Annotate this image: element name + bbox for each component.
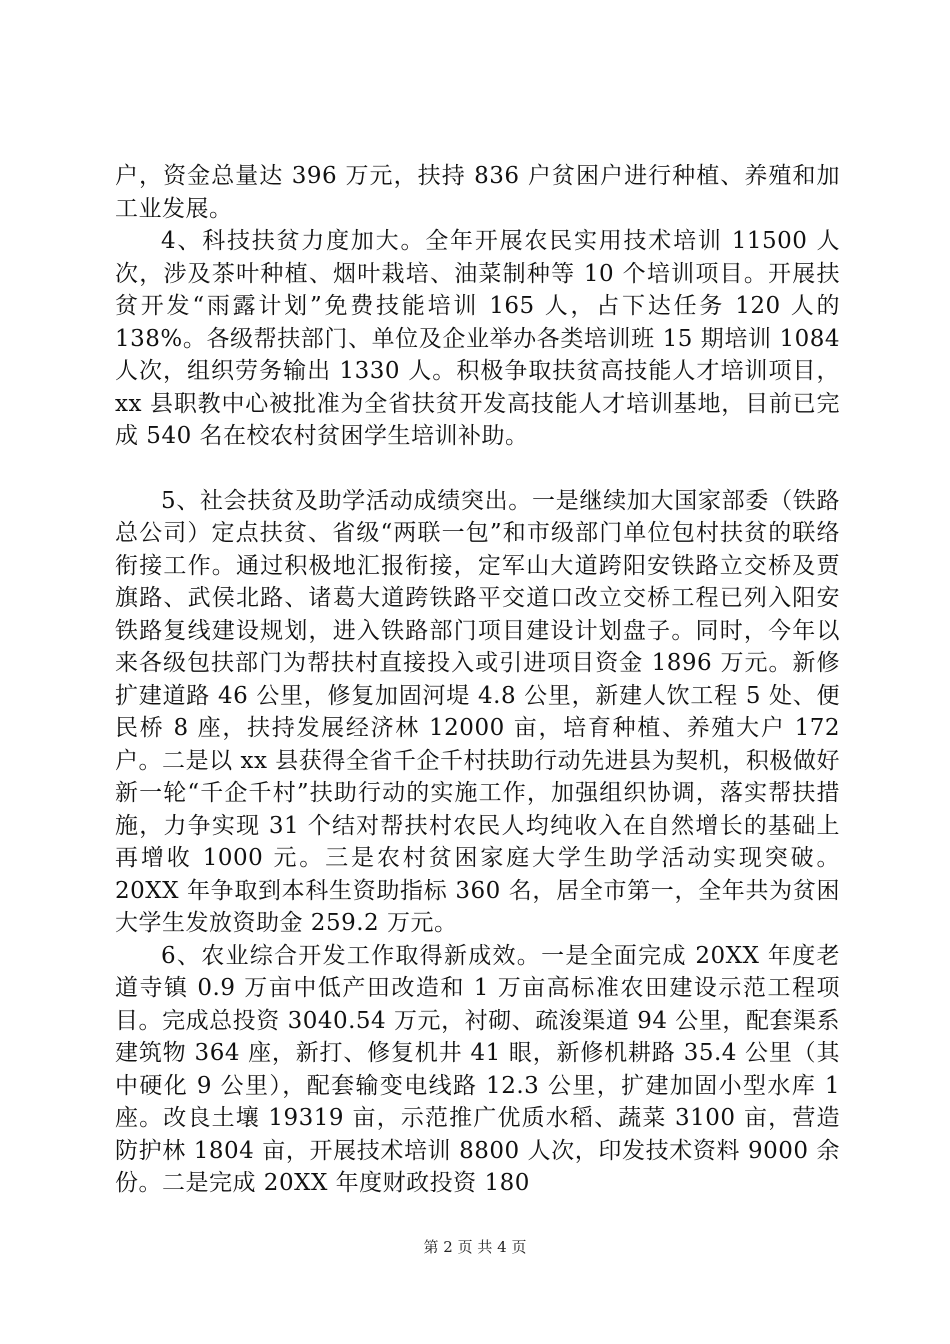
page-number-footer: 第 2 页 共 4 页 bbox=[423, 1238, 527, 1256]
paragraph-social-poverty-alleviation: 5、社会扶贫及助学活动成绩突出。一是继续加大国家部委（铁路总公司）定点扶贫、省级“两联一包”和市级部门单位包村扶贫的联络衔接工作。通过积极地汇报衔接，定军山大道跨阳安铁路立交桥及贾旗路、武侯北路、诸葛大道跨铁路平交道口改立交桥工程已列入阳安铁路复线建设规划，进入铁路部门项目建设计划盘子。同时，今年以来各级包扶部门为帮扶村直接投入或引进项目资金 1896 万元。新修扩建道路 46 公里，修复加固河堤 4.8 公里，新建人饮工程 5 处、便民桥 8 座，扶持发展经济林 12000 亩，培育种植、养殖大户 172 户。二是以 xx 县获得全省千企千村扶助行动先进县为契机，积极做好新一轮“千企千村”扶助行动的实施工作，加强组织协调，落实帮扶措施，力争实现 31 个结对帮扶村农民人均纯收入在自然增长的基础上再增收 1000 元。三是农村贫困家庭大学生助学活动实现突破。20XX 年争取到本科生资助指标 360 名，居全市第一，全年共为贫困大学生发放资助金 259.2 万元。 bbox=[115, 487, 841, 936]
paragraph-tech-poverty-alleviation: 4、科技扶贫力度加大。全年开展农民实用技术培训 11500 人次，涉及茶叶种植、烟叶栽培、油菜制种等 10 个培训项目。开展扶贫开发“雨露计划”免费技能培训 165 人，占下达任务 120 人的 138%。各级帮扶部门、单位及企业举办各类培训班 15 期培训 1084 人次，组织劳务输出 1330 人。积极争取扶贫高技能人才培训项目，xx 县职教中心被批准为全省扶贫开发高技能人才培训基地，目前已完成 540 名在校农村贫困学生培训补助。 bbox=[115, 228, 840, 449]
paragraph-continuation: 户，资金总量达 396 万元，扶持 836 户贫困户进行种植、养殖和加工业发展。 bbox=[115, 163, 840, 222]
document-body bbox=[115, 160, 840, 1200]
paragraph-agricultural-development: 6、农业综合开发工作取得新成效。一是全面完成 20XX 年度老道寺镇 0.9 万亩中低产田改造和 1 万亩高标准农田建设示范工程项目。完成总投资 3040.54 万元，衬砌、疏浚渠道 94 公里，配套渠系建筑物 364 座，新打、修复机井 41 眼，新修机耕路 35.4 公里（其中硬化 9 公里），配套输变电线路 12.3 公里，扩建加固小型水库 1 座。改良土壤 19319 亩，示范推广优质水稻、蔬菜 3100 亩，营造防护林 1804 亩，开展技术培训 8800 人次，印发技术资料 9000 余份。二是完成 20XX 年度财政投资 180 bbox=[115, 942, 840, 1196]
paragraph-spacer bbox=[115, 453, 840, 485]
